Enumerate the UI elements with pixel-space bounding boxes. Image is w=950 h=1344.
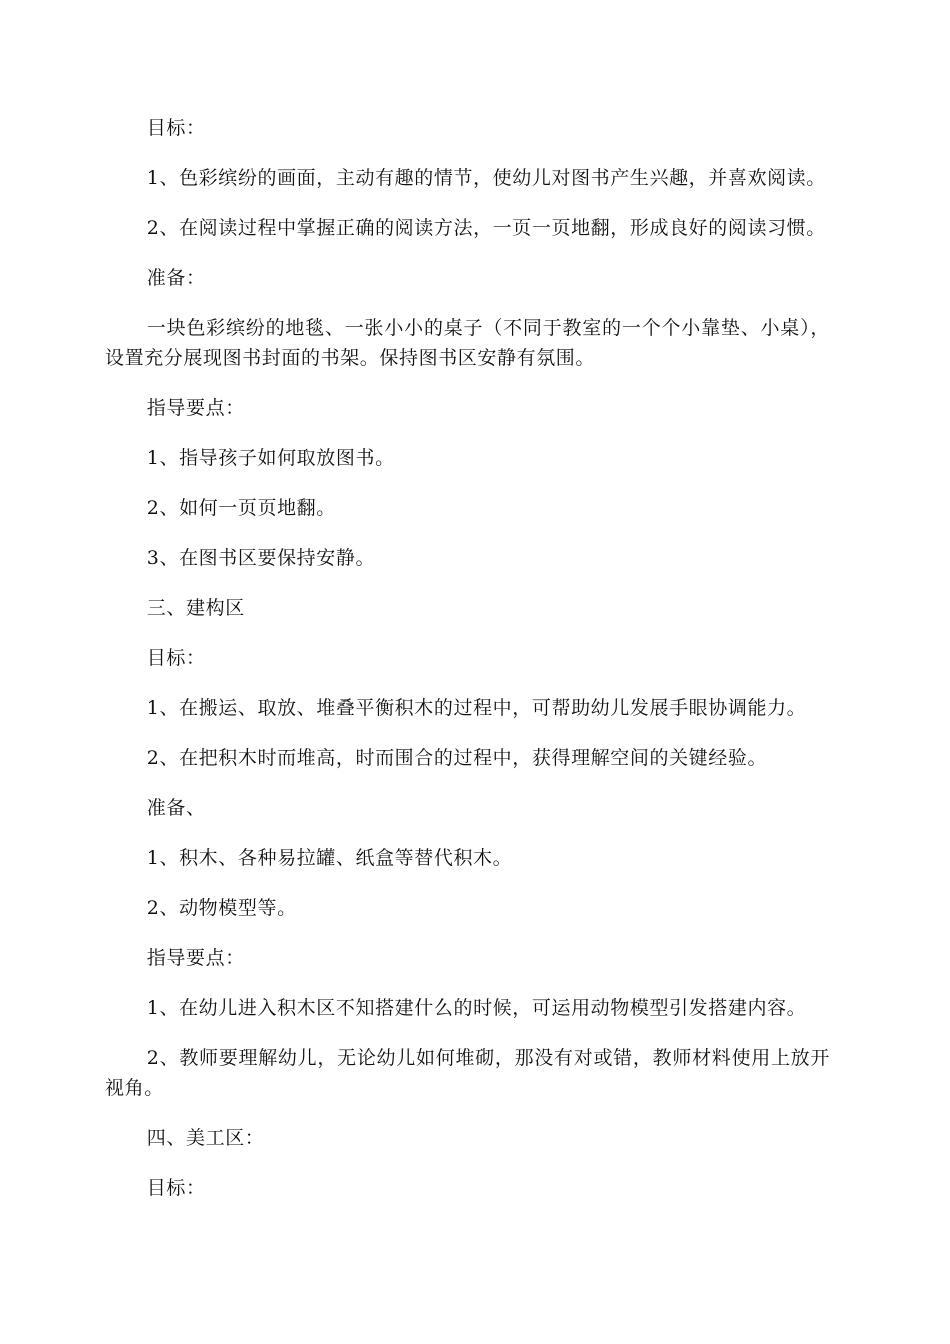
goal-item: 2、在把积木时而堆高，时而围合的过程中，获得理解空间的关键经验。: [146, 747, 768, 769]
preparation-item: 1、积木、各种易拉罐、纸盒等替代积木。: [146, 847, 513, 869]
goal-item: 1、色彩缤纷的画面，主动有趣的情节，使幼儿对图书产生兴趣，并喜欢阅读。: [146, 167, 826, 189]
guidance-item: 2、教师要理解幼儿，无论幼儿如何堆砌，那没有对或错，教师材料使用上放开视角。: [105, 1047, 830, 1099]
section-heading-art: 四、美工区：: [146, 1127, 265, 1149]
preparation-text: 一块色彩缤纷的地毯、一张小小的桌子（不同于教室的一个个小靠垫、小桌），设置充分展现图书封面的书架。保持图书区安静有氛围。: [105, 317, 830, 369]
goal-item: 2、在阅读过程中掌握正确的阅读方法，一页一页地翻，形成良好的阅读习惯。: [146, 217, 826, 239]
goal-item: 1、在搬运、取放、堆叠平衡积木的过程中，可帮助幼儿发展手眼协调能力。: [146, 697, 807, 719]
heading-goal: 目标：: [146, 1177, 206, 1199]
heading-goal: 目标：: [146, 647, 206, 669]
heading-guidance: 指导要点：: [146, 947, 245, 969]
heading-preparation: 准备：: [146, 267, 206, 289]
guidance-item: 3、在图书区要保持安静。: [146, 547, 376, 569]
guidance-item: 2、如何一页页地翻。: [146, 497, 336, 519]
preparation-item: 2、动物模型等。: [146, 897, 297, 919]
guidance-item: 1、指导孩子如何取放图书。: [146, 447, 395, 469]
heading-preparation: 准备、: [146, 797, 206, 819]
heading-goal: 目标：: [146, 117, 206, 139]
section-heading-construction: 三、建构区: [146, 597, 245, 619]
document-body: [105, 113, 830, 1223]
heading-guidance: 指导要点：: [146, 397, 245, 419]
guidance-item: 1、在幼儿进入积木区不知搭建什么的时候，可运用动物模型引发搭建内容。: [146, 997, 807, 1019]
